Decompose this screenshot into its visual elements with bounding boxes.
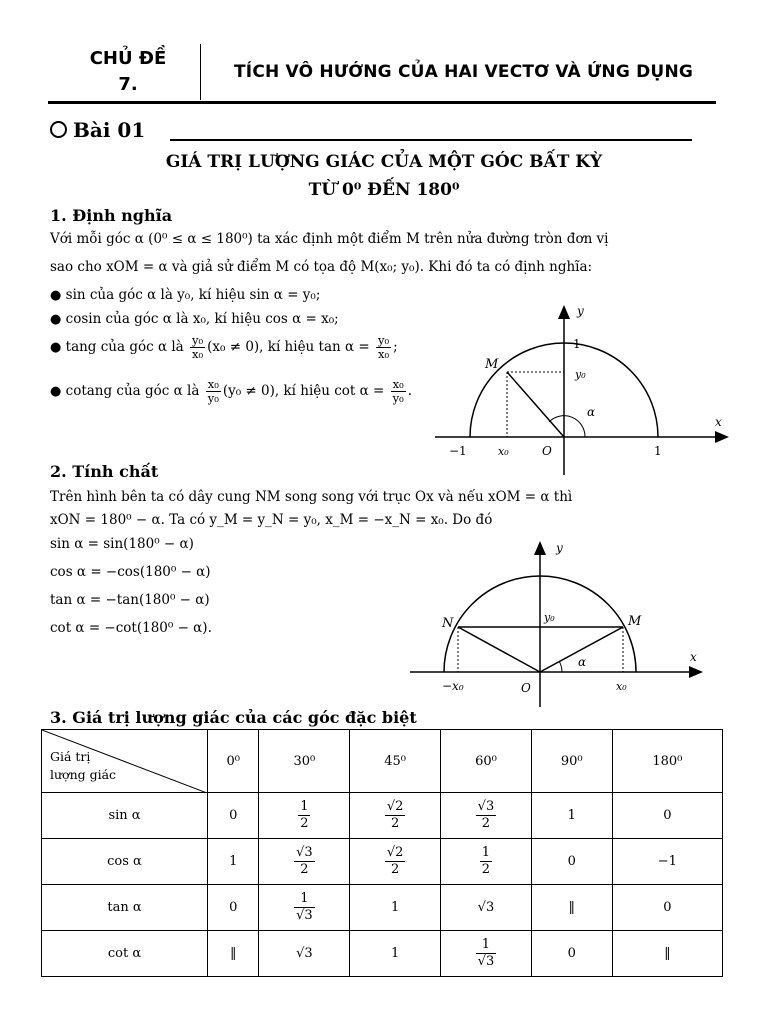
unit-semicircle-figure-2 (405, 535, 710, 710)
label-O: O (521, 681, 531, 695)
section1-heading: 1. Định nghĩa (50, 206, 173, 225)
bullet-tan: ● tang của góc α là $\frac{\text{y₀}}{\text{x₀}}$ (x₀ ≠ 0), kí hiệu tan α = $\frac{\text{y₀}}{\text{x₀}}$ ; (50, 333, 398, 361)
y-axis-arrow-icon (534, 541, 546, 555)
lesson-title-line2: TỪ 0⁰ ĐẾN 180⁰ (308, 180, 460, 200)
angle-header: 60⁰ (441, 730, 532, 793)
header-rule (48, 101, 716, 104)
special-angles-table (41, 729, 723, 977)
table-cell: 0 (208, 793, 259, 839)
fraction-y0-x0: $\frac{\text{y₀}}{\text{x₀}}$ (378, 333, 390, 361)
table-row (42, 793, 723, 839)
table-cell: √3 (259, 931, 350, 977)
section2-para-line1: Trên hình bên ta có dây cung NM song song với trục Ox và nếu xOM = α thì (50, 489, 573, 505)
label-x0: x₀ (498, 445, 509, 458)
fraction-value: $\frac{1}{2}$ (300, 799, 309, 831)
bullet-cos: ● cosin của góc α là x₀, kí hiệu cos α = x₀; (50, 311, 339, 327)
label-alpha: α (587, 405, 596, 419)
table-cell: 0 (612, 885, 722, 931)
table-header-row (42, 730, 723, 793)
label-x: x (690, 650, 697, 664)
lesson-label: Bài 01 (50, 118, 145, 142)
header-separator (200, 44, 201, 100)
fraction-value: $\frac{1}{√3}$ (296, 891, 313, 923)
table-cell: 0 (612, 793, 722, 839)
topic-label: CHỦ ĐỀ 7. (89, 48, 167, 95)
table-cell: 1 (208, 839, 259, 885)
section3-heading: 3. Giá trị lượng giác của các góc đặc biệt (50, 708, 417, 727)
fraction-x0-y0: $\frac{\text{x₀}}{\text{y₀}}$ (392, 377, 404, 405)
label-y0: y₀ (575, 368, 586, 381)
table-cell (259, 793, 350, 839)
label-y: y (577, 304, 584, 318)
label-N: N (442, 616, 454, 631)
bullet-dot-icon: ● (50, 312, 62, 327)
label-y0: y₀ (544, 611, 555, 624)
angle-header: 30⁰ (259, 730, 350, 793)
section2-para-line2: xON = 180⁰ − α. Ta có y_M = y_N = y₀, x_M = −x_N = x₀. Do đó (50, 512, 493, 528)
row-label: cot α (42, 931, 208, 977)
table-row (42, 885, 723, 931)
label-M: M (485, 357, 499, 372)
table-corner-cell: Giá trị lượng giác (42, 730, 208, 793)
formula-cos: cos α = −cos(180⁰ − α) (50, 564, 211, 580)
section2-heading: 2. Tính chất (50, 462, 159, 481)
table-cell: 1 (531, 793, 612, 839)
table-cell: 1 (350, 931, 441, 977)
fraction-value: $\frac{√3}{2}$ (296, 845, 313, 877)
bullet-dot-icon: ● (50, 288, 62, 303)
fraction-value: $\frac{√2}{2}$ (386, 799, 404, 831)
table-cell: 0 (531, 931, 612, 977)
table-cell: 0 (531, 839, 612, 885)
table-cell: −1 (612, 839, 722, 885)
bullet-dot-icon: ● (50, 384, 62, 399)
angle-header: 180⁰ (612, 730, 722, 793)
table-cell: √3 (441, 885, 532, 931)
formula-sin: sin α = sin(180⁰ − α) (50, 536, 194, 552)
table-cell: 0 (208, 885, 259, 931)
fraction-value: $\frac{√2}{2}$ (386, 845, 404, 877)
angle-header: 45⁰ (350, 730, 441, 793)
x-axis-arrow-icon (715, 431, 729, 443)
section1-para-line1: Với mỗi góc α (0⁰ ≤ α ≤ 180⁰) ta xác định một điểm M trên nửa đường tròn đơn vị (50, 231, 609, 247)
label-one-y: 1 (573, 337, 581, 351)
radius-ON (458, 627, 540, 672)
radius-OM (507, 372, 564, 437)
bullet-sin: ● sin của góc α là y₀, kí hiệu sin α = y₀; (50, 287, 321, 303)
fraction-value: $\frac{1}{√3}$ (477, 937, 495, 969)
row-label: cos α (42, 839, 208, 885)
label-y: y (556, 541, 563, 555)
table-cell (441, 793, 532, 839)
angle-header: 90⁰ (531, 730, 612, 793)
row-label: tan α (42, 885, 208, 931)
label-M: M (628, 614, 642, 629)
fraction-value: $\frac{√3}{2}$ (477, 799, 495, 831)
topic-title: TÍCH VÔ HƯỚNG CỦA HAI VECTƠ VÀ ỨNG DỤNG (234, 62, 694, 82)
table-cell: 1 (350, 885, 441, 931)
table-cell (441, 931, 532, 977)
label-one-x: 1 (654, 444, 662, 458)
table-cell (259, 885, 350, 931)
table-row (42, 931, 723, 977)
table-cell (350, 839, 441, 885)
table-cell (259, 839, 350, 885)
label-minus-one: −1 (449, 444, 467, 458)
fraction-y0-x0: $\frac{\text{y₀}}{\text{x₀}}$ (192, 333, 204, 361)
table-cell: ‖ (208, 931, 259, 977)
circle-bullet-icon (50, 121, 67, 138)
formula-tan: tan α = −tan(180⁰ − α) (50, 592, 210, 608)
formula-cot: cot α = −cot(180⁰ − α). (50, 620, 212, 636)
label-alpha: α (578, 655, 587, 669)
label-x0: x₀ (616, 680, 627, 693)
table-cell (350, 793, 441, 839)
label-O: O (542, 444, 552, 458)
angle-header: 0⁰ (208, 730, 259, 793)
unit-semicircle-figure-1 (425, 295, 735, 480)
x-axis-arrow-icon (689, 666, 703, 678)
table-cell: ‖ (612, 931, 722, 977)
bullet-cot: ● cotang của góc α là $\frac{\text{x₀}}{\text{y₀}}$ (y₀ ≠ 0), kí hiệu cot α = $\frac{\text{x₀}}{\text{y₀}}$ . (50, 377, 413, 405)
table-row (42, 839, 723, 885)
label-x: x (715, 415, 722, 429)
y-axis-arrow-icon (558, 305, 570, 319)
bullet-dot-icon: ● (50, 340, 62, 355)
fraction-value: $\frac{1}{2}$ (481, 845, 491, 877)
angle-arc (559, 661, 562, 672)
fraction-x0-y0: $\frac{\text{x₀}}{\text{y₀}}$ (207, 377, 219, 405)
section1-para-line2: sao cho xOM = α và giả sử điểm M có tọa độ M(x₀; y₀). Khi đó ta có định nghĩa: (50, 259, 593, 275)
row-label: sin α (42, 793, 208, 839)
lesson-underline (170, 139, 692, 141)
lesson-title-line1: GIÁ TRỊ LƯỢNG GIÁC CỦA MỘT GÓC BẤT KỲ (165, 152, 603, 172)
table-cell: ‖ (531, 885, 612, 931)
table-cell (441, 839, 532, 885)
label-minus-x0: −x₀ (442, 679, 464, 693)
